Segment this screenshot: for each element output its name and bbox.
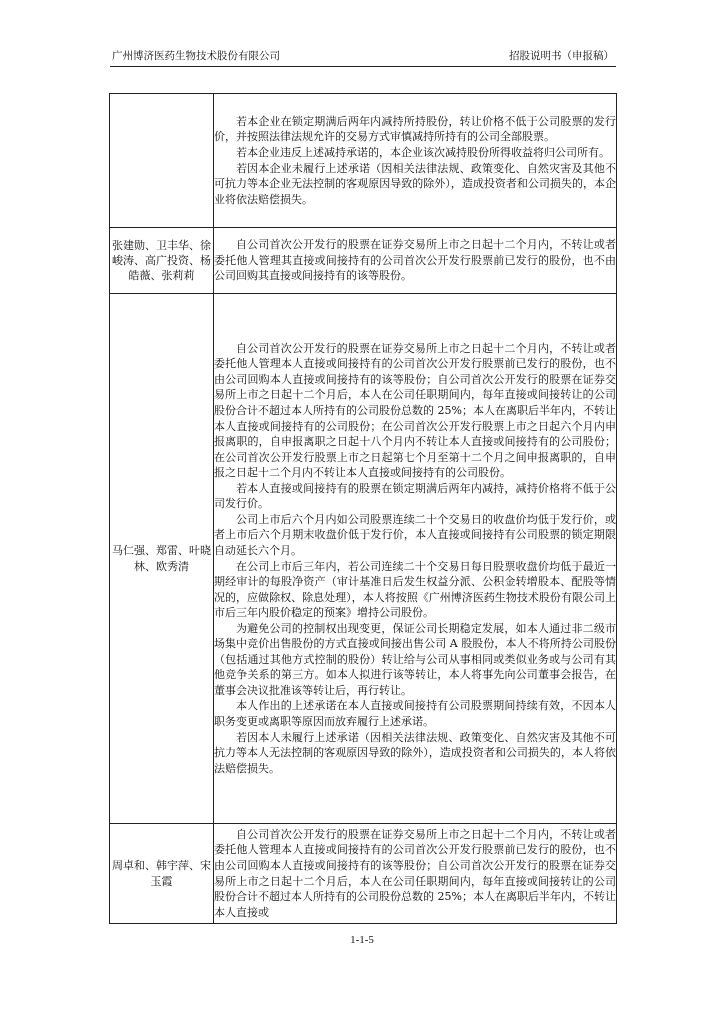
commitment-paragraph: 若因本人未履行上述承诺（因相关法律法规、政策变化、自然灾害及其他不可抗力等本人无法控制的客观原因导致的除外），造成投资者和公司损失的，本人将依法赔偿损失。	[214, 730, 616, 775]
committer-name-cell: 张建勋、卫丰华、徐峻涛、高广投资、杨皓薇、张莉莉	[110, 228, 214, 294]
commitment-paragraph: 自公司首次公开发行的股票在证券交易所上市之日起十二个月内，不转让或者委托他人管理本人直接或间接持有的公司首次公开发行股票前已发行的股份，也不由公司回购本人直接或间接持有的该等股份；自公司首次公开发行的股票在证券交易所上市之日起十二个月后，本人在公司任职期间内，每年直接或间接转让的公司股份合计不超过本人所持有的公司股份总数的 25%；本人在离职后半年内，不转让本人直接或间接持有的公司股份；在公司首次公开发行股票上市之日起六个月内申报离职的，自申报离职之日起十八个月内不转让本人直接或间接持有的公司股份；在公司首次公开发行股票上市之日起第七个月至第十二个月之间申报离职的，自申报之日起十二个月内不转让本人直接或间接持有的公司股份。	[214, 341, 616, 480]
table-row	[110, 228, 617, 294]
page-header	[110, 48, 616, 64]
commitment-text-cell	[214, 94, 617, 228]
commitment-paragraph: 公司上市后六个月内如公司股票连续二十个交易日的收盘价均低于发行价，或者上市后六个月期末收盘价低于发行价，本人直接或间接持有公司股票的锁定期限自动延长六个月。	[214, 512, 616, 557]
commitment-paragraph: 自公司首次公开发行的股票在证券交易所上市之日起十二个月内，不转让或者委托他人管理本人直接或间接持有的公司首次公开发行股票前已发行的股份，也不由公司回购本人直接或间接持有的该等股份；自公司首次公开发行的股票在证券交易所上市之日起十二个月后，本人在公司任职期间内，每年直接或间接转让的公司股份合计不超过本人所持有的公司股份总数的 25%；本人在离职后半年内，不转让本人直接或	[214, 827, 616, 919]
commitment-table	[109, 93, 617, 924]
commitment-text-cell	[214, 824, 617, 924]
commitment-paragraph: 若本企业在锁定期满后两年内减持所持股份，转让价格不低于公司股票的发行价，并按照法律法规允许的交易方式审慎减持所持有的公司全部股票。	[214, 114, 616, 144]
commitment-paragraph: 若本企业违反上述减持承诺的，本企业该次减持股份所得收益将归公司所有。	[236, 145, 610, 159]
table-row	[110, 294, 617, 824]
commitment-paragraph: 自公司首次公开发行的股票在证券交易所上市之日起十二个月内，不转让或者委托他人管理其直接或间接持有的公司首次公开发行股票前已发行的股份，也不由公司回购其直接或间接持有的该等股份。	[214, 238, 616, 283]
commitment-paragraph: 本人作出的上述承诺在本人直接或间接持有公司股票期间持续有效，不因本人职务变更或离职等原因而放弃履行上述承诺。	[214, 699, 616, 728]
commitment-paragraph: 为避免公司的控制权出现变更，保证公司长期稳定发展，如本人通过非二级市场集中竞价出售股份的方式直接或间接出售公司 A 股股份，本人不将所持公司股份（包括通过其他方式控制的股份）转让给与公司从事相同或类似业务或与公司有其他竞争关系的第三方。如本人拟进行该等转让，本人将事先向公司董事会报告，在董事会决议批准该等转让后，再行转让。	[214, 621, 616, 697]
commitment-paragraph: 若因本企业未履行上述承诺（因相关法律法规、政策变化、自然灾害及其他不可抗力等本企业无法控制的客观原因导致的除外），造成投资者和公司损失的，本企业将依法赔偿损失。	[214, 161, 616, 206]
header-document-type: 招股说明书（申报稿）	[509, 50, 614, 62]
page-number: 1-1-5	[350, 934, 374, 946]
header-divider	[110, 66, 616, 67]
table-row	[110, 94, 617, 228]
commitment-text-cell	[214, 294, 617, 824]
committer-name-cell: 马仁强、郑雷、叶晓林、欧秀清	[110, 294, 214, 824]
table-row	[110, 824, 617, 924]
committer-name-cell	[110, 94, 214, 228]
committer-name-cell: 周卓和、韩宇萍、宋玉霞	[110, 824, 214, 924]
commitment-text-cell	[214, 228, 617, 294]
commitment-paragraph: 在公司上市后三年内，若公司连续二十个交易日每日股票收盘价均低于最近一期经审计的每股净资产（审计基准日后发生权益分派、公积金转增股本、配股等情况的，应做除权、除息处理），本人将按照《广州博济医药生物技术股份有限公司上市后三年内股价稳定的预案》增持公司股份。	[214, 559, 616, 620]
header-company-name: 广州博济医药生物技术股份有限公司	[112, 50, 280, 62]
commitment-paragraph: 若本人直接或间接持有的股票在锁定期满后两年内减持，减持价格将不低于公司发行价。	[214, 481, 616, 511]
